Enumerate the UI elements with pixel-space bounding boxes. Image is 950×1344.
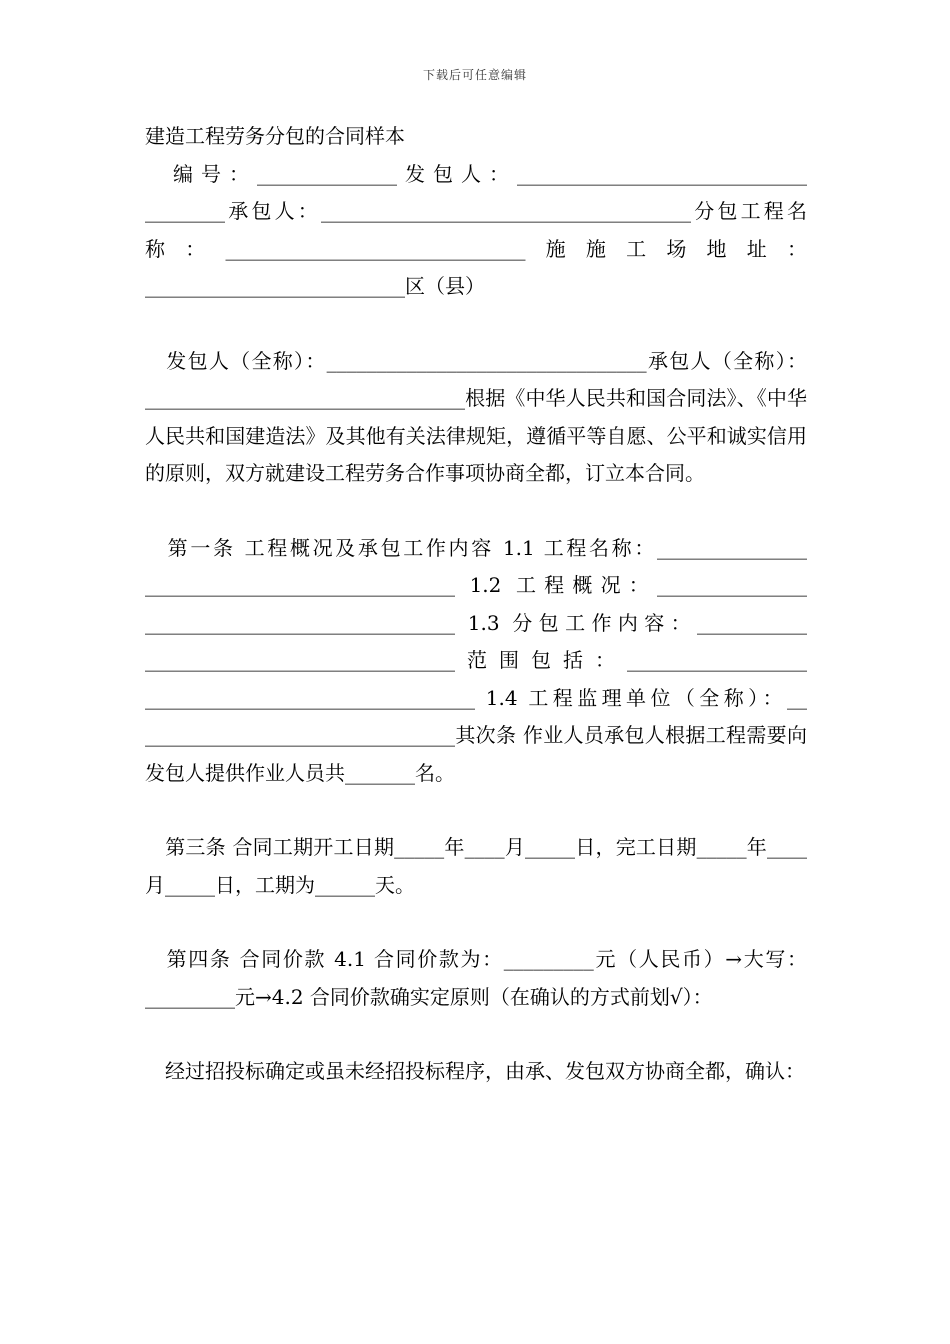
paragraph-parties-info: 编号：______________发包人：_____________________________ ________承包人：_____________________________________分包工程名称：______________________________施施工场地址：__________________________区（县） (145, 161, 814, 298)
paragraph-gap (145, 306, 807, 343)
paragraph-gap (145, 493, 807, 530)
document-body (145, 118, 814, 1091)
paragraph-confirmation: 经过招投标确定或虽未经招投标程序，由承、发包双方协商全都，确认： (145, 1059, 805, 1083)
paragraph-gap (145, 792, 807, 829)
paragraph-gap (145, 904, 807, 941)
paragraph-article-1-2: 第一条 工程概况及承包工作内容 1.1 工程名称：_______________ _______________________________ 1.2 工程概况：_______________ _______________________________ 1.3 分包工作内容：___________ _______________________________范围包括：__________________ _________________________________ 1.4 工程监理单位（全称）：__ _______________________________其次条 作业人员承包人根据工程需要向发包人提供作业人员共_______名。 (145, 535, 814, 785)
page-header: 下载后可任意编辑 (422, 68, 527, 82)
document-title: 建造工程劳务分包的合同样本 (145, 124, 405, 148)
paragraph-article-4: 第四条 合同价款 4.1 合同价款为：_________元（人民币）→大写：_________元→4.2 合同价款确实定原则（在确认的方式前划√）： (145, 947, 807, 1009)
paragraph-preamble: 发包人（全称）：________________________________承包人（全称）：________________________________根据《中华人民共和国合同法》、《中华人民共和国建造法》及其他有关法律规矩，遵循平等自愿、公平和诚实信用的原则，双方就建设工程劳务合作事项协商全都，订立本合同。 (145, 348, 807, 485)
paragraph-gap (145, 1016, 807, 1053)
paragraph-article-3: 第三条 合同工期开工日期_____年____月_____日，完工日期_____年____月_____日，工期为______天。 (145, 835, 807, 897)
